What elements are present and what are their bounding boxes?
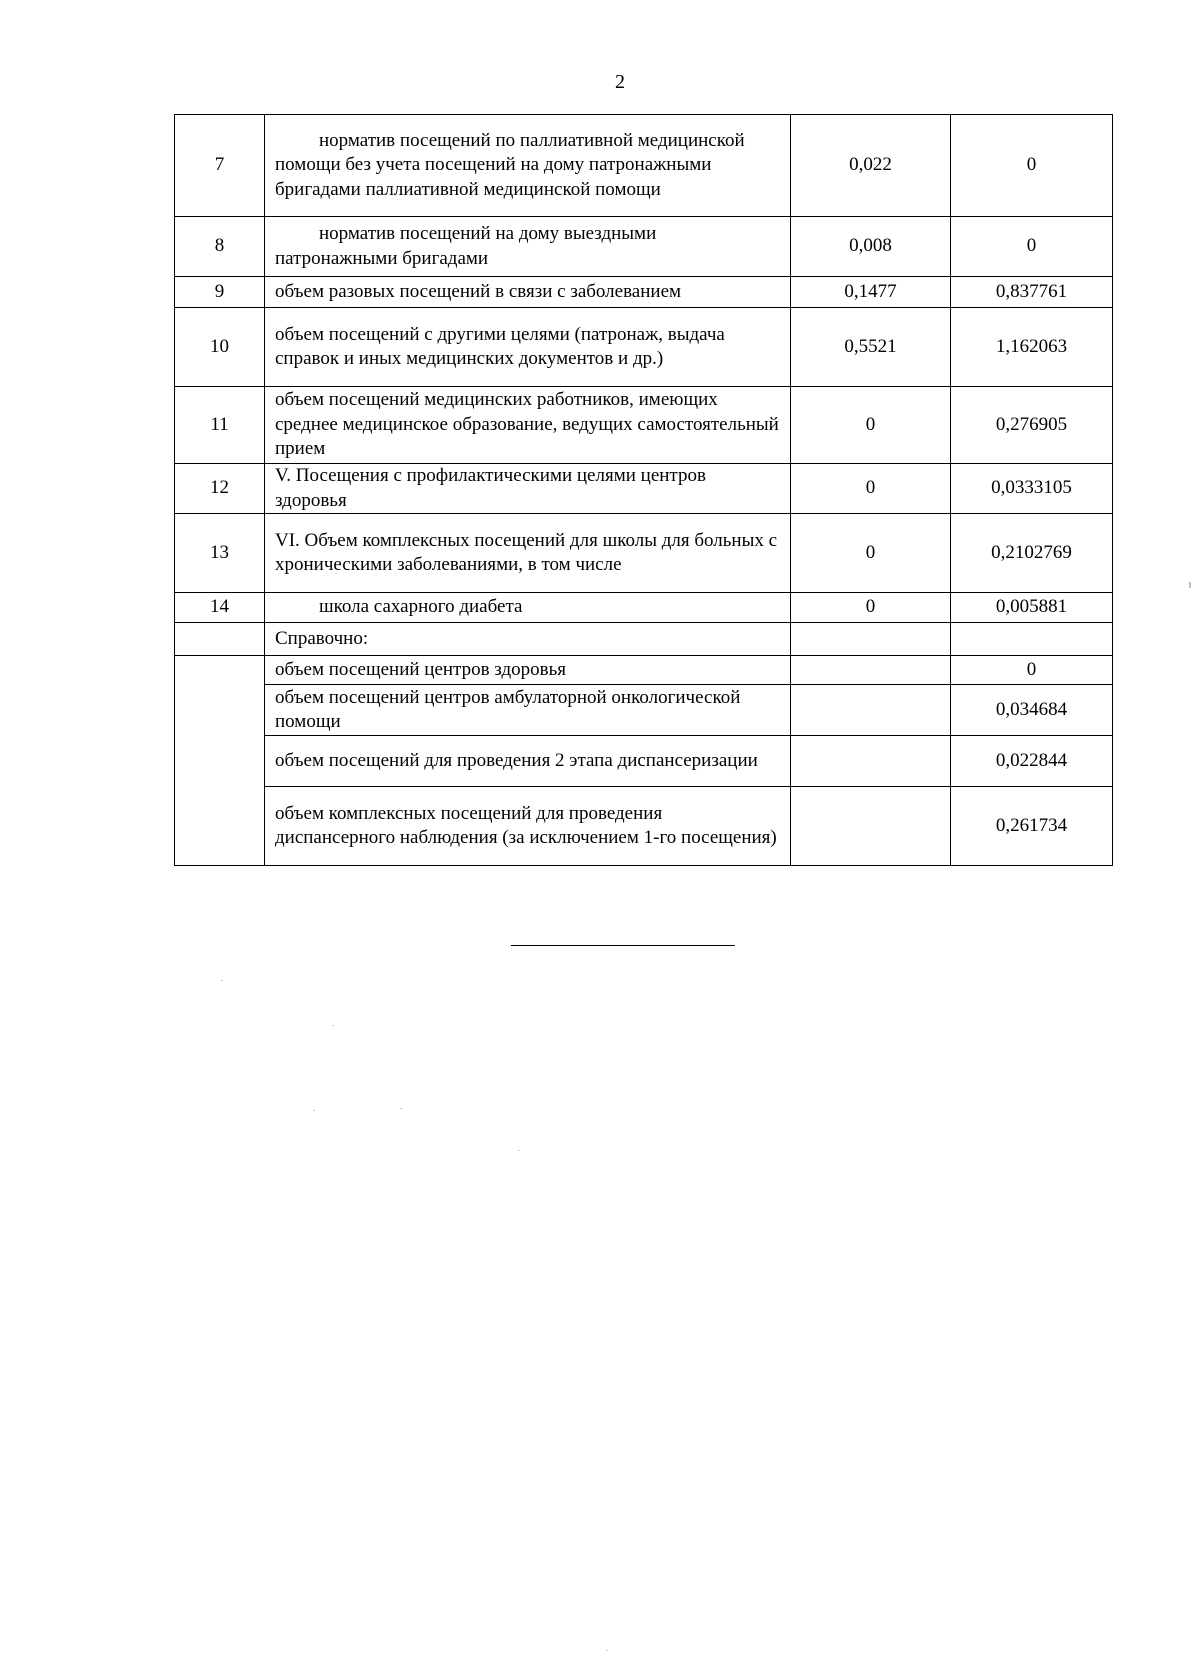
row-number: 8 [175,217,265,277]
end-separator-line [511,945,735,946]
row-value-2: 0,2102769 [951,514,1113,593]
row-value-1: 0,008 [791,217,951,277]
scan-speck [400,1108,402,1109]
reference-value: 0,261734 [951,787,1113,866]
reference-name: объем посещений центров здоровья [265,656,791,685]
scan-speck [518,1150,520,1151]
reference-row [175,656,1113,685]
scan-speck [332,1025,334,1026]
row-name: VI. Объем комплексных посещений для школы для больных с хроническими заболеваниями, в том числе [265,514,791,593]
reference-header-row [175,623,1113,656]
row-number: 9 [175,277,265,308]
row-value-2: 0,0333105 [951,464,1113,514]
row-value-1: 0,1477 [791,277,951,308]
row-name: норматив посещений по паллиативной медицинской помощи без учета посещений на дому патронажными бригадами паллиативной медицинской помощи [265,115,791,217]
row-name: V. Посещения с профилактическими целями центров здоровья [265,464,791,514]
visits-norms-table [174,114,1113,866]
row-number: 13 [175,514,265,593]
row-value-2: 0,005881 [951,593,1113,623]
row-value-2: 0,276905 [951,387,1113,464]
table-row [175,115,1113,217]
reference-row [175,736,1113,787]
reference-name: объем посещений центров амбулаторной онкологической помощи [265,685,791,736]
row-number: 14 [175,593,265,623]
page-number: 2 [615,71,625,93]
row-value-1: 0 [791,464,951,514]
row-value-2: 1,162063 [951,308,1113,387]
reference-value: 0 [951,656,1113,685]
row-value-2: 0 [951,115,1113,217]
row-number: 7 [175,115,265,217]
scan-speck [313,1110,315,1111]
reference-name: объем комплексных посещений для проведения диспансерного наблюдения (за исключением 1-го посещения) [265,787,791,866]
row-number: 10 [175,308,265,387]
table-row [175,593,1113,623]
row-number: 12 [175,464,265,514]
row-value-1: 0,5521 [791,308,951,387]
row-name: норматив посещений на дому выездными патронажными бригадами [265,217,791,277]
row-value-1: 0 [791,387,951,464]
row-name: объем посещений медицинских работников, имеющих среднее медицинское образование, ведущих самостоятельный прием [265,387,791,464]
scan-speck [221,980,223,981]
reference-value: 0,034684 [951,685,1113,736]
row-value-1: 0,022 [791,115,951,217]
reference-value: 0,022844 [951,736,1113,787]
row-name: школа сахарного диабета [265,593,791,623]
row-number: 11 [175,387,265,464]
row-name: объем посещений с другими целями (патронаж, выдача справок и иных медицинских документов и др.) [265,308,791,387]
reference-row [175,685,1113,736]
row-name: объем разовых посещений в связи с заболеванием [265,277,791,308]
row-value-2: 0,837761 [951,277,1113,308]
reference-name: объем посещений для проведения 2 этапа диспансеризации [265,736,791,787]
reference-row [175,787,1113,866]
scan-speck [1189,582,1191,588]
scan-speck [606,1650,608,1651]
table-row [175,387,1113,464]
reference-label: Справочно: [265,623,791,656]
reference-number-cell [175,656,265,866]
table-row [175,308,1113,387]
row-value-2: 0 [951,217,1113,277]
table-row [175,277,1113,308]
table-row [175,514,1113,593]
table-row [175,217,1113,277]
row-value-1: 0 [791,593,951,623]
row-value-1: 0 [791,514,951,593]
table-row [175,464,1113,514]
